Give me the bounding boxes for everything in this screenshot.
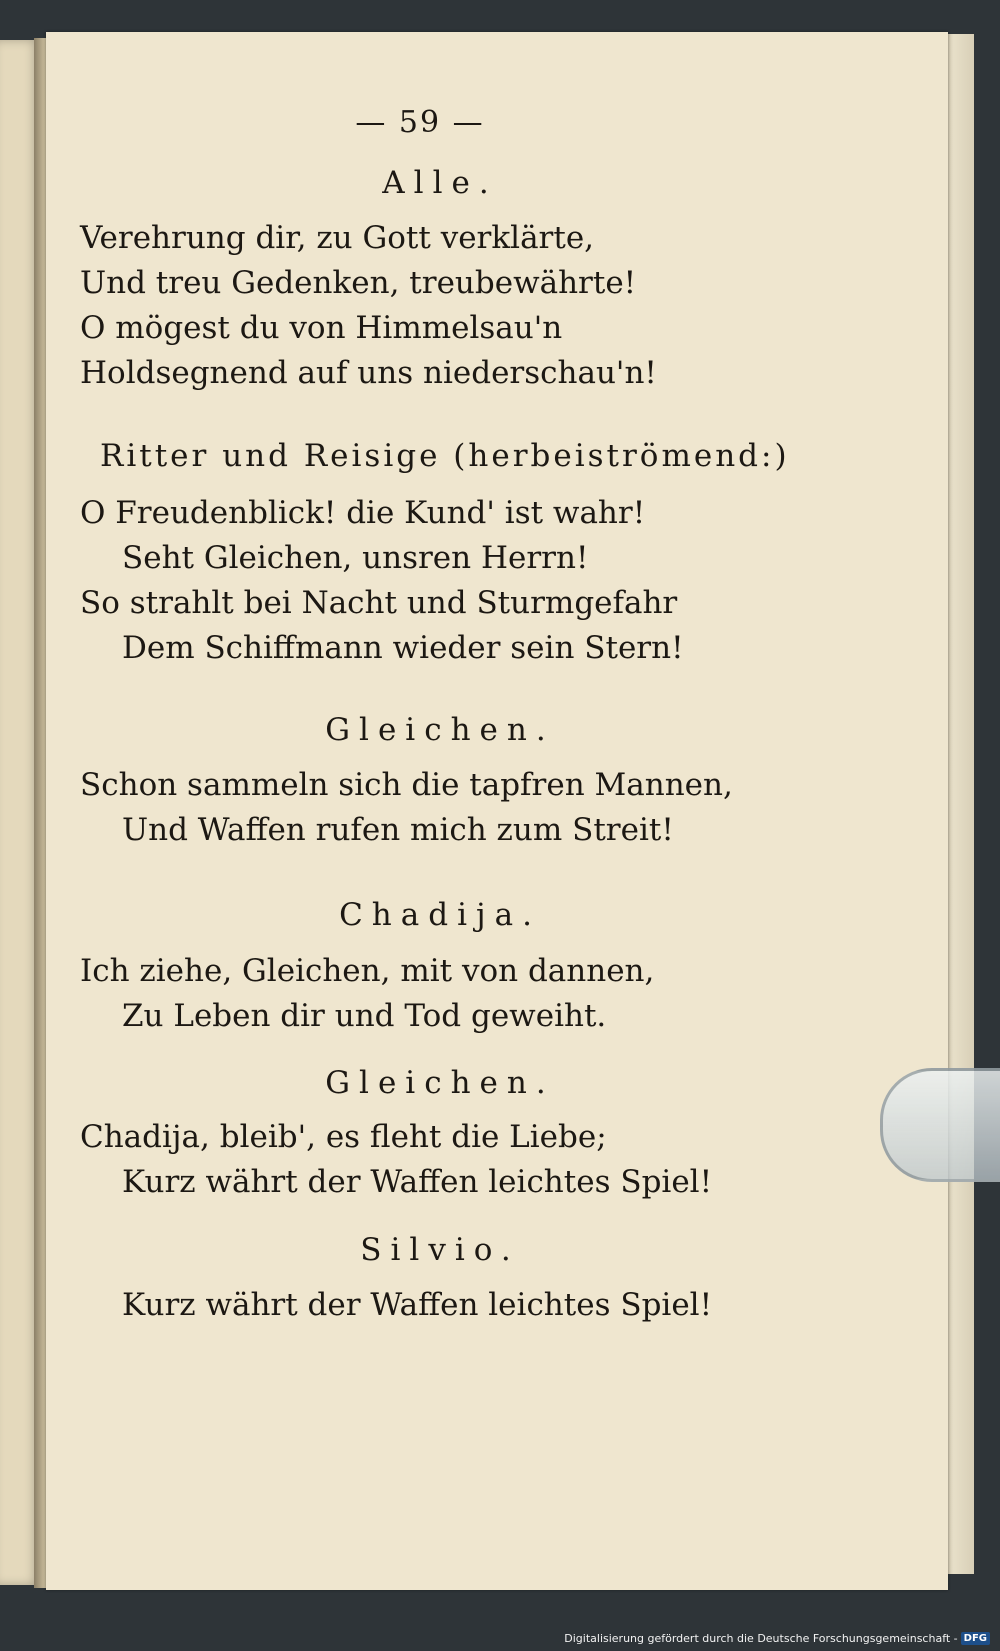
page-clip [880, 1068, 1000, 1182]
verse-line: O Freudenblick! die Kund' ist wahr! [80, 495, 646, 531]
speaker-heading: Silvio. [360, 1232, 520, 1268]
verse-line: Ich ziehe, Gleichen, mit von dannen, [80, 953, 655, 989]
speaker-heading: Chadija. [339, 897, 541, 933]
verse-line: Dem Schiffmann wieder sein Stern! [122, 630, 684, 666]
page-number: — 59 — [355, 105, 485, 140]
dfg-logo: DFG [961, 1632, 990, 1645]
verse-line: Und Waffen rufen mich zum Streit! [122, 812, 674, 848]
verse-line: So strahlt bei Nacht und Sturmgefahr [80, 585, 678, 621]
speaker-heading: Gleichen. [325, 712, 555, 748]
verse-line: Holdsegnend auf uns niederschau'n! [80, 355, 657, 391]
speaker-heading: Ritter und Reisige (herbeiströmend:) [100, 438, 790, 474]
speaker-heading: Alle. [382, 165, 498, 201]
verse-line: Chadija, bleib', es fleht die Liebe; [80, 1119, 607, 1155]
verse-line: Kurz währt der Waffen leichtes Spiel! [122, 1164, 713, 1200]
verse-line: Zu Leben dir und Tod geweiht. [122, 998, 607, 1034]
digitization-credit [564, 1632, 990, 1645]
verse-line: Schon sammeln sich die tapfren Mannen, [80, 767, 733, 803]
verse-line: Verehrung dir, zu Gott verklärte, [80, 220, 595, 256]
verse-line: Seht Gleichen, unsren Herrn! [122, 540, 589, 576]
verse-line: Und treu Gedenken, treubewährte! [80, 265, 637, 301]
credit-text: Digitalisierung gefördert durch die Deutsche Forschungsgemeinschaft - [564, 1632, 958, 1645]
speaker-heading: Gleichen. [325, 1065, 555, 1101]
verse-line: Kurz währt der Waffen leichtes Spiel! [122, 1287, 713, 1323]
verse-line: O mögest du von Himmelsau'n [80, 310, 563, 346]
